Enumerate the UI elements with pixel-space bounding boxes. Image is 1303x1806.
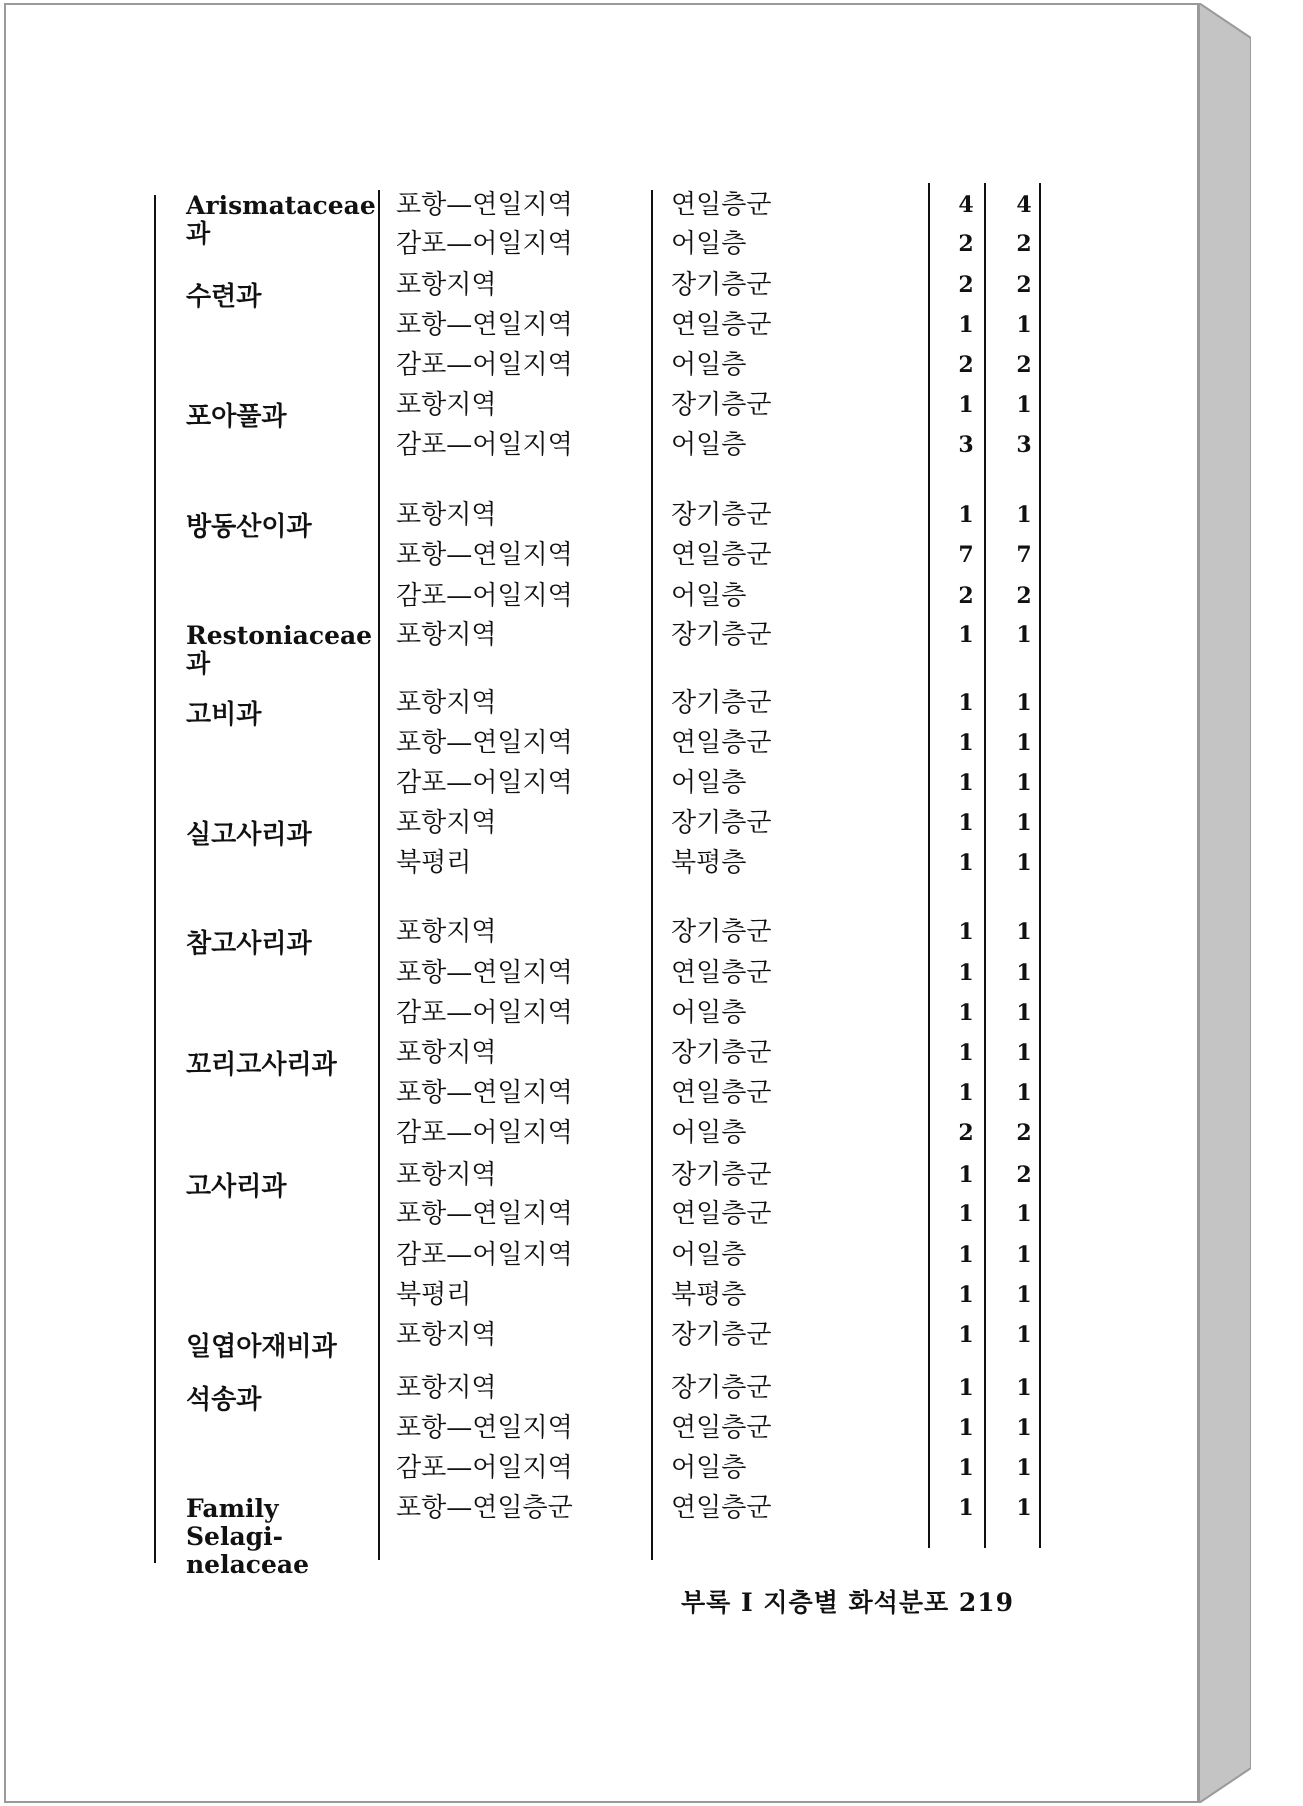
count-cell-1: 1	[958, 1375, 974, 1401]
location-cell: 감포—어일지역	[396, 1453, 573, 1483]
family-name: 석송과	[186, 1385, 262, 1415]
location-cell: 포항지역	[396, 1160, 497, 1190]
family-name: 고비과	[186, 700, 262, 730]
location-cell: 포항—연일지역	[396, 958, 573, 988]
family-name: 방동산이과	[186, 512, 312, 542]
column-rule-location	[651, 190, 653, 1560]
location-cell: 포항—연일지역	[396, 1199, 573, 1229]
location-cell: 포항지역	[396, 500, 497, 530]
count-cell-2: 7	[1016, 542, 1032, 568]
count-cell-1: 1	[958, 770, 974, 796]
count-cell-1: 1	[958, 730, 974, 756]
strata-cell: 장기층군	[671, 688, 772, 718]
family-name: Family Selagi-nelaceae	[186, 1494, 310, 1579]
strata-cell: 장기층군	[671, 1320, 772, 1350]
count-cell-2: 4	[1016, 192, 1032, 218]
strata-cell: 어일층	[671, 1118, 747, 1148]
count-cell-1: 1	[958, 1201, 974, 1227]
location-cell: 포항—연일지역	[396, 310, 573, 340]
count-cell-2: 1	[1016, 1000, 1032, 1026]
count-cell-2: 1	[1016, 1040, 1032, 1066]
count-cell-1: 1	[958, 1282, 974, 1308]
count-cell-2: 2	[1016, 352, 1032, 378]
count-cell-1: 1	[958, 1080, 974, 1106]
count-cell-2: 1	[1016, 1322, 1032, 1348]
book-page	[4, 3, 1199, 1803]
count-cell-2: 1	[1016, 770, 1032, 796]
strata-cell: 장기층군	[671, 500, 772, 530]
count-cell-1: 7	[958, 542, 974, 568]
strata-cell: 연일층군	[671, 728, 772, 758]
strata-cell: 장기층군	[671, 390, 772, 420]
column-rule-family	[378, 190, 380, 1560]
count-cell-2: 1	[1016, 1455, 1032, 1481]
count-cell-2: 1	[1016, 502, 1032, 528]
count-cell-2: 2	[1016, 583, 1032, 609]
location-cell: 포항지역	[396, 390, 497, 420]
strata-cell: 연일층군	[671, 310, 772, 340]
location-cell: 감포—어일지역	[396, 998, 573, 1028]
strata-cell: 어일층	[671, 768, 747, 798]
count-cell-2: 3	[1016, 432, 1032, 458]
strata-cell: 연일층군	[671, 958, 772, 988]
family-name: 포아풀과	[186, 402, 287, 432]
count-cell-2: 1	[1016, 1495, 1032, 1521]
family-name: Restoniaceae 과	[186, 621, 373, 678]
location-cell: 감포—어일지역	[396, 581, 573, 611]
count-cell-1: 1	[958, 850, 974, 876]
count-cell-2: 2	[1016, 272, 1032, 298]
count-cell-2: 1	[1016, 1242, 1032, 1268]
strata-cell: 장기층군	[671, 1373, 772, 1403]
count-cell-2: 1	[1016, 312, 1032, 338]
strata-cell: 북평층	[671, 848, 747, 878]
count-cell-2: 1	[1016, 1282, 1032, 1308]
location-cell: 북평리	[396, 1280, 472, 1310]
strata-cell: 어일층	[671, 1453, 747, 1483]
location-cell: 포항지역	[396, 1038, 497, 1068]
location-cell: 포항지역	[396, 1320, 497, 1350]
location-cell: 감포—어일지역	[396, 1240, 573, 1270]
count-cell-1: 1	[958, 1040, 974, 1066]
location-cell: 포항지역	[396, 688, 497, 718]
count-cell-1: 1	[958, 1322, 974, 1348]
strata-cell: 연일층군	[671, 1199, 772, 1229]
location-cell: 포항—연일지역	[396, 540, 573, 570]
family-name: 실고사리과	[186, 820, 312, 850]
count-cell-1: 1	[958, 919, 974, 945]
count-cell-1: 2	[958, 352, 974, 378]
strata-cell: 북평층	[671, 1280, 747, 1310]
family-name: 고사리과	[186, 1172, 287, 1202]
count-cell-2: 1	[1016, 392, 1032, 418]
count-cell-1: 1	[958, 392, 974, 418]
count-cell-1: 4	[958, 192, 974, 218]
count-cell-1: 1	[958, 810, 974, 836]
strata-cell: 어일층	[671, 430, 747, 460]
count-cell-2: 1	[1016, 1375, 1032, 1401]
strata-cell: 연일층군	[671, 1493, 772, 1523]
strata-cell: 장기층군	[671, 917, 772, 947]
column-rule-strata	[928, 183, 930, 1548]
count-cell-1: 1	[958, 502, 974, 528]
count-cell-1: 1	[958, 690, 974, 716]
count-cell-2: 1	[1016, 810, 1032, 836]
page-footer: 부록 Ⅰ 지층별 화석분포 219	[681, 1588, 1015, 1617]
book-spine-edge	[1199, 3, 1251, 1803]
location-cell: 포항—연일지역	[396, 1413, 573, 1443]
count-cell-1: 3	[958, 432, 974, 458]
strata-cell: 장기층군	[671, 620, 772, 650]
count-cell-1: 1	[958, 1495, 974, 1521]
count-cell-2: 2	[1016, 231, 1032, 257]
family-name: 수련과	[186, 282, 262, 312]
strata-cell: 어일층	[671, 581, 747, 611]
location-cell: 포항지역	[396, 917, 497, 947]
strata-cell: 연일층군	[671, 1078, 772, 1108]
location-cell: 포항지역	[396, 270, 497, 300]
count-cell-2: 1	[1016, 730, 1032, 756]
count-cell-1: 2	[958, 1120, 974, 1146]
family-name: 참고사리과	[186, 929, 312, 959]
family-name: 일엽아재비과	[186, 1332, 337, 1362]
table-left-rule	[154, 195, 156, 1563]
count-cell-1: 1	[958, 312, 974, 338]
strata-cell: 장기층군	[671, 270, 772, 300]
strata-cell: 연일층군	[671, 1413, 772, 1443]
strata-cell: 장기층군	[671, 808, 772, 838]
location-cell: 포항—연일지역	[396, 728, 573, 758]
strata-cell: 장기층군	[671, 1038, 772, 1068]
family-name: Arismataceae 과	[186, 191, 376, 248]
count-cell-1: 1	[958, 1242, 974, 1268]
location-cell: 포항지역	[396, 1373, 497, 1403]
location-cell: 감포—어일지역	[396, 1118, 573, 1148]
count-cell-2: 1	[1016, 960, 1032, 986]
fossil-distribution-table	[6, 5, 1201, 1805]
strata-cell: 장기층군	[671, 1160, 772, 1190]
count-cell-2: 1	[1016, 622, 1032, 648]
count-cell-2: 1	[1016, 1415, 1032, 1441]
count-cell-1: 1	[958, 960, 974, 986]
count-cell-1: 1	[958, 1415, 974, 1441]
count-cell-2: 2	[1016, 1162, 1032, 1188]
count-cell-1: 1	[958, 622, 974, 648]
location-cell: 북평리	[396, 848, 472, 878]
count-cell-2: 1	[1016, 690, 1032, 716]
location-cell: 감포—어일지역	[396, 350, 573, 380]
strata-cell: 연일층군	[671, 190, 772, 220]
count-cell-2: 1	[1016, 850, 1032, 876]
location-cell: 포항—연일지역	[396, 1078, 573, 1108]
location-cell: 감포—어일지역	[396, 229, 573, 259]
family-name: 꼬리고사리과	[186, 1050, 337, 1080]
location-cell: 포항—연일층군	[396, 1493, 573, 1523]
location-cell: 감포—어일지역	[396, 768, 573, 798]
count-cell-1: 1	[958, 1455, 974, 1481]
location-cell: 포항지역	[396, 620, 497, 650]
count-cell-1: 2	[958, 583, 974, 609]
strata-cell: 어일층	[671, 998, 747, 1028]
count-cell-2: 1	[1016, 1201, 1032, 1227]
count-cell-1: 2	[958, 272, 974, 298]
location-cell: 감포—어일지역	[396, 430, 573, 460]
count-cell-1: 1	[958, 1162, 974, 1188]
count-cell-2: 2	[1016, 1120, 1032, 1146]
strata-cell: 연일층군	[671, 540, 772, 570]
count-cell-2: 1	[1016, 1080, 1032, 1106]
strata-cell: 어일층	[671, 1240, 747, 1270]
count-cell-2: 1	[1016, 919, 1032, 945]
strata-cell: 어일층	[671, 229, 747, 259]
count-cell-1: 1	[958, 1000, 974, 1026]
location-cell: 포항지역	[396, 808, 497, 838]
strata-cell: 어일층	[671, 350, 747, 380]
location-cell: 포항—연일지역	[396, 190, 573, 220]
count-cell-1: 2	[958, 231, 974, 257]
